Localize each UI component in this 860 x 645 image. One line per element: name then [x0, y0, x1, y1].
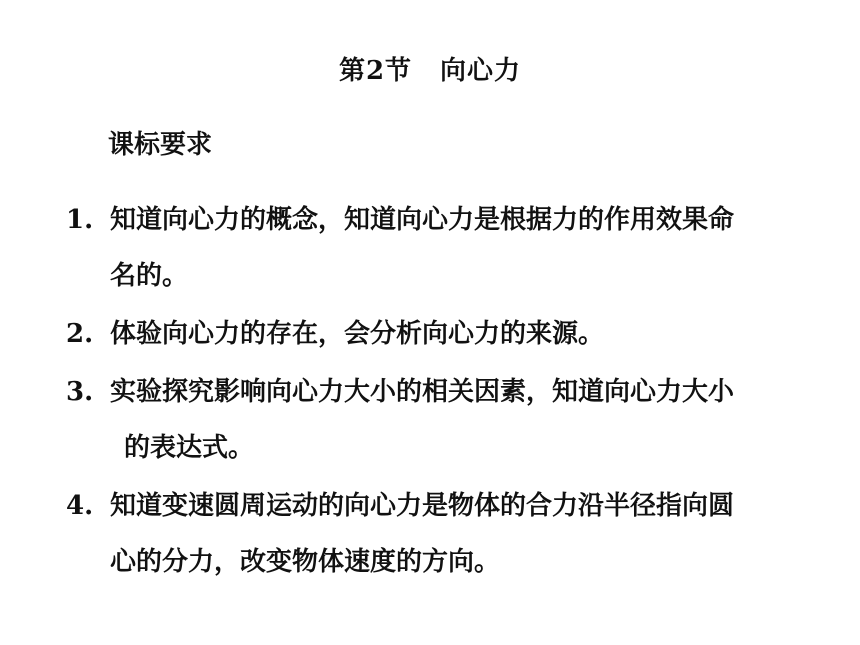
item-text	[110, 364, 826, 476]
item-text-line: 实验探究影响向心力大小的相关因素，知道向心力大小	[110, 377, 735, 407]
item-text-line: 知道变速圆周运动的向心力是物体的合力沿半径指向圆	[110, 491, 735, 521]
item-index: 2.	[66, 319, 94, 349]
item-text-line: 名的。	[110, 261, 189, 291]
item-index: 4.	[66, 491, 94, 521]
item-text	[110, 478, 826, 590]
subtitle: 课标要求	[108, 130, 213, 160]
section-name: 向心力	[440, 56, 522, 86]
list-item	[66, 478, 826, 590]
item-text-line: 心的分力，改变物体速度的方向。	[110, 547, 501, 577]
item-text	[110, 306, 826, 362]
section-number: 第2节	[338, 56, 413, 86]
list-item	[66, 364, 826, 476]
list-item	[66, 306, 826, 362]
list-item	[66, 192, 826, 304]
item-text	[110, 192, 826, 304]
item-text-line: 的表达式。	[124, 433, 255, 463]
item-index: 1.	[66, 205, 94, 235]
item-text-line: 体验向心力的存在，会分析向心力的来源。	[110, 319, 605, 349]
requirements-list	[66, 192, 826, 592]
item-index: 3.	[66, 377, 94, 407]
item-text-line: 知道向心力的概念，知道向心力是根据力的作用效果命	[110, 205, 735, 235]
page-title	[0, 50, 860, 87]
